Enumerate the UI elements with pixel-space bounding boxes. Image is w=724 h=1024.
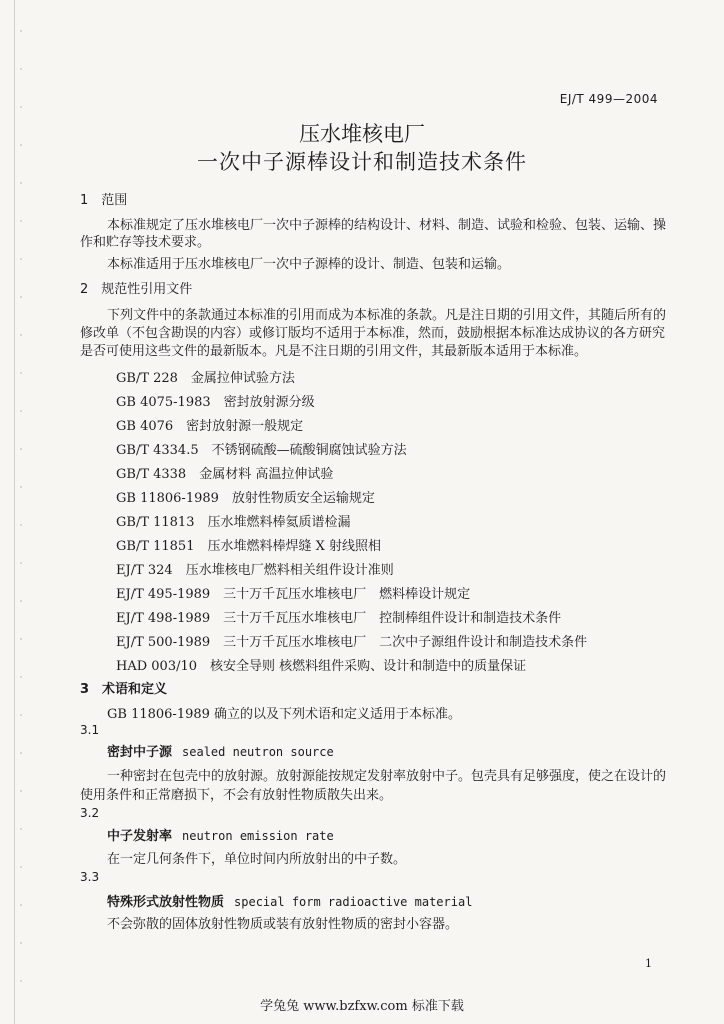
ref-item: EJ/T 324 压水堆核电厂燃料相关组件设计准则 — [116, 563, 394, 578]
ref-item: HAD 003/10 核安全导则 核燃料组件采购、设计和制造中的质量保证 — [116, 659, 527, 674]
section-2-para-line-3: 是否可使用这些文件的最新版本。凡是不注日期的引用文件，其最新版本适用于本标准。 — [80, 344, 588, 359]
section-3-intro: GB 11806-1989 确立的以及下列术语和定义适用于本标准。 — [107, 707, 462, 722]
term-en: neutron emission rate — [182, 829, 334, 843]
section-2-para-line-1: 下列文件中的条款通过本标准的引用而成为本标准的条款。凡是注日期的引用文件，其随后所有的 — [107, 308, 667, 323]
ref-item: GB/T 11813 压水堆燃料棒氦质谱检漏 — [116, 515, 351, 530]
term-title — [107, 743, 334, 762]
ref-item: GB/T 4334.5 不锈钢硫酸—硫酸铜腐蚀试验方法 — [116, 443, 407, 458]
ref-item: EJ/T 498-1989 三十万千瓦压水堆核电厂 控制棒组件设计和制造技术条件 — [116, 611, 562, 626]
section-2-para-line-2: 修改单（不包含勘误的内容）或修订版均不适用于本标准，然而，鼓励根据本标准达成协议的各方研究 — [80, 326, 666, 341]
ref-item: GB/T 4338 金属材料 高温拉伸试验 — [116, 467, 334, 482]
term-definition-line-2: 使用条件和正常磨损下，不会有放射性物质散失出来。 — [80, 788, 393, 803]
term-zh: 特殊形式放射性物质 — [107, 895, 225, 910]
section-1-para-1-line-2: 作和贮存等技术要求。 — [80, 235, 211, 250]
ref-item: EJ/T 500-1989 三十万千瓦压水堆核电厂 二次中子源组件设计和制造技术条件 — [116, 635, 588, 650]
term-number: 3.3 — [80, 870, 100, 884]
section-1-heading: 1 范围 — [80, 193, 128, 208]
term-number: 3.1 — [80, 723, 100, 737]
ref-item: GB/T 228 金属拉伸试验方法 — [116, 371, 295, 386]
ref-item: GB 11806-1989 放射性物质安全运输规定 — [116, 491, 375, 506]
section-1-para-1-line-1: 本标准规定了压水堆核电厂一次中子源棒的结构设计、材料、制造、试验和检验、包装、运输、操 — [107, 218, 667, 233]
ref-item: GB/T 11851 压水堆燃料棒焊缝 X 射线照相 — [116, 539, 381, 554]
term-definition-line-1: 一种密封在包壳中的放射源。放射源能按规定发射率放射中子。包壳具有足够强度，使之在设计的 — [107, 769, 667, 784]
standard-code: EJ/T 499—2004 — [559, 92, 658, 106]
term-zh: 密封中子源 — [107, 745, 173, 760]
term-definition-line-1: 在一定几何条件下，单位时间内所放射出的中子数。 — [107, 852, 407, 867]
title-line-1: 压水堆核电厂 — [299, 122, 425, 146]
term-title — [107, 827, 334, 846]
term-definition-line-1: 不会弥散的固体放射性物质或装有放射性物质的密封小容器。 — [107, 917, 459, 932]
term-en: special form radioactive material — [234, 895, 473, 909]
section-1-para-2: 本标准适用于压水堆核电厂一次中子源棒的设计、制造、包装和运输。 — [107, 257, 511, 272]
title-line-2: 一次中子源棒设计和制造技术条件 — [197, 150, 527, 174]
section-3-heading: 3 术语和定义 — [80, 682, 168, 697]
term-zh: 中子发射率 — [107, 829, 173, 844]
ref-item: GB 4076 密封放射源一般规定 — [116, 419, 304, 434]
ref-item: GB 4075-1983 密封放射源分级 — [116, 395, 315, 410]
section-2-heading: 2 规范性引用文件 — [80, 282, 193, 297]
term-title — [107, 893, 472, 912]
term-number: 3.2 — [80, 806, 100, 820]
page-number: 1 — [645, 957, 652, 970]
footer-watermark: 学兔兔 www.bzfxw.com 标准下载 — [260, 999, 464, 1014]
term-en: sealed neutron source — [182, 745, 334, 759]
ref-item: EJ/T 495-1989 三十万千瓦压水堆核电厂 燃料棒设计规定 — [116, 587, 471, 602]
